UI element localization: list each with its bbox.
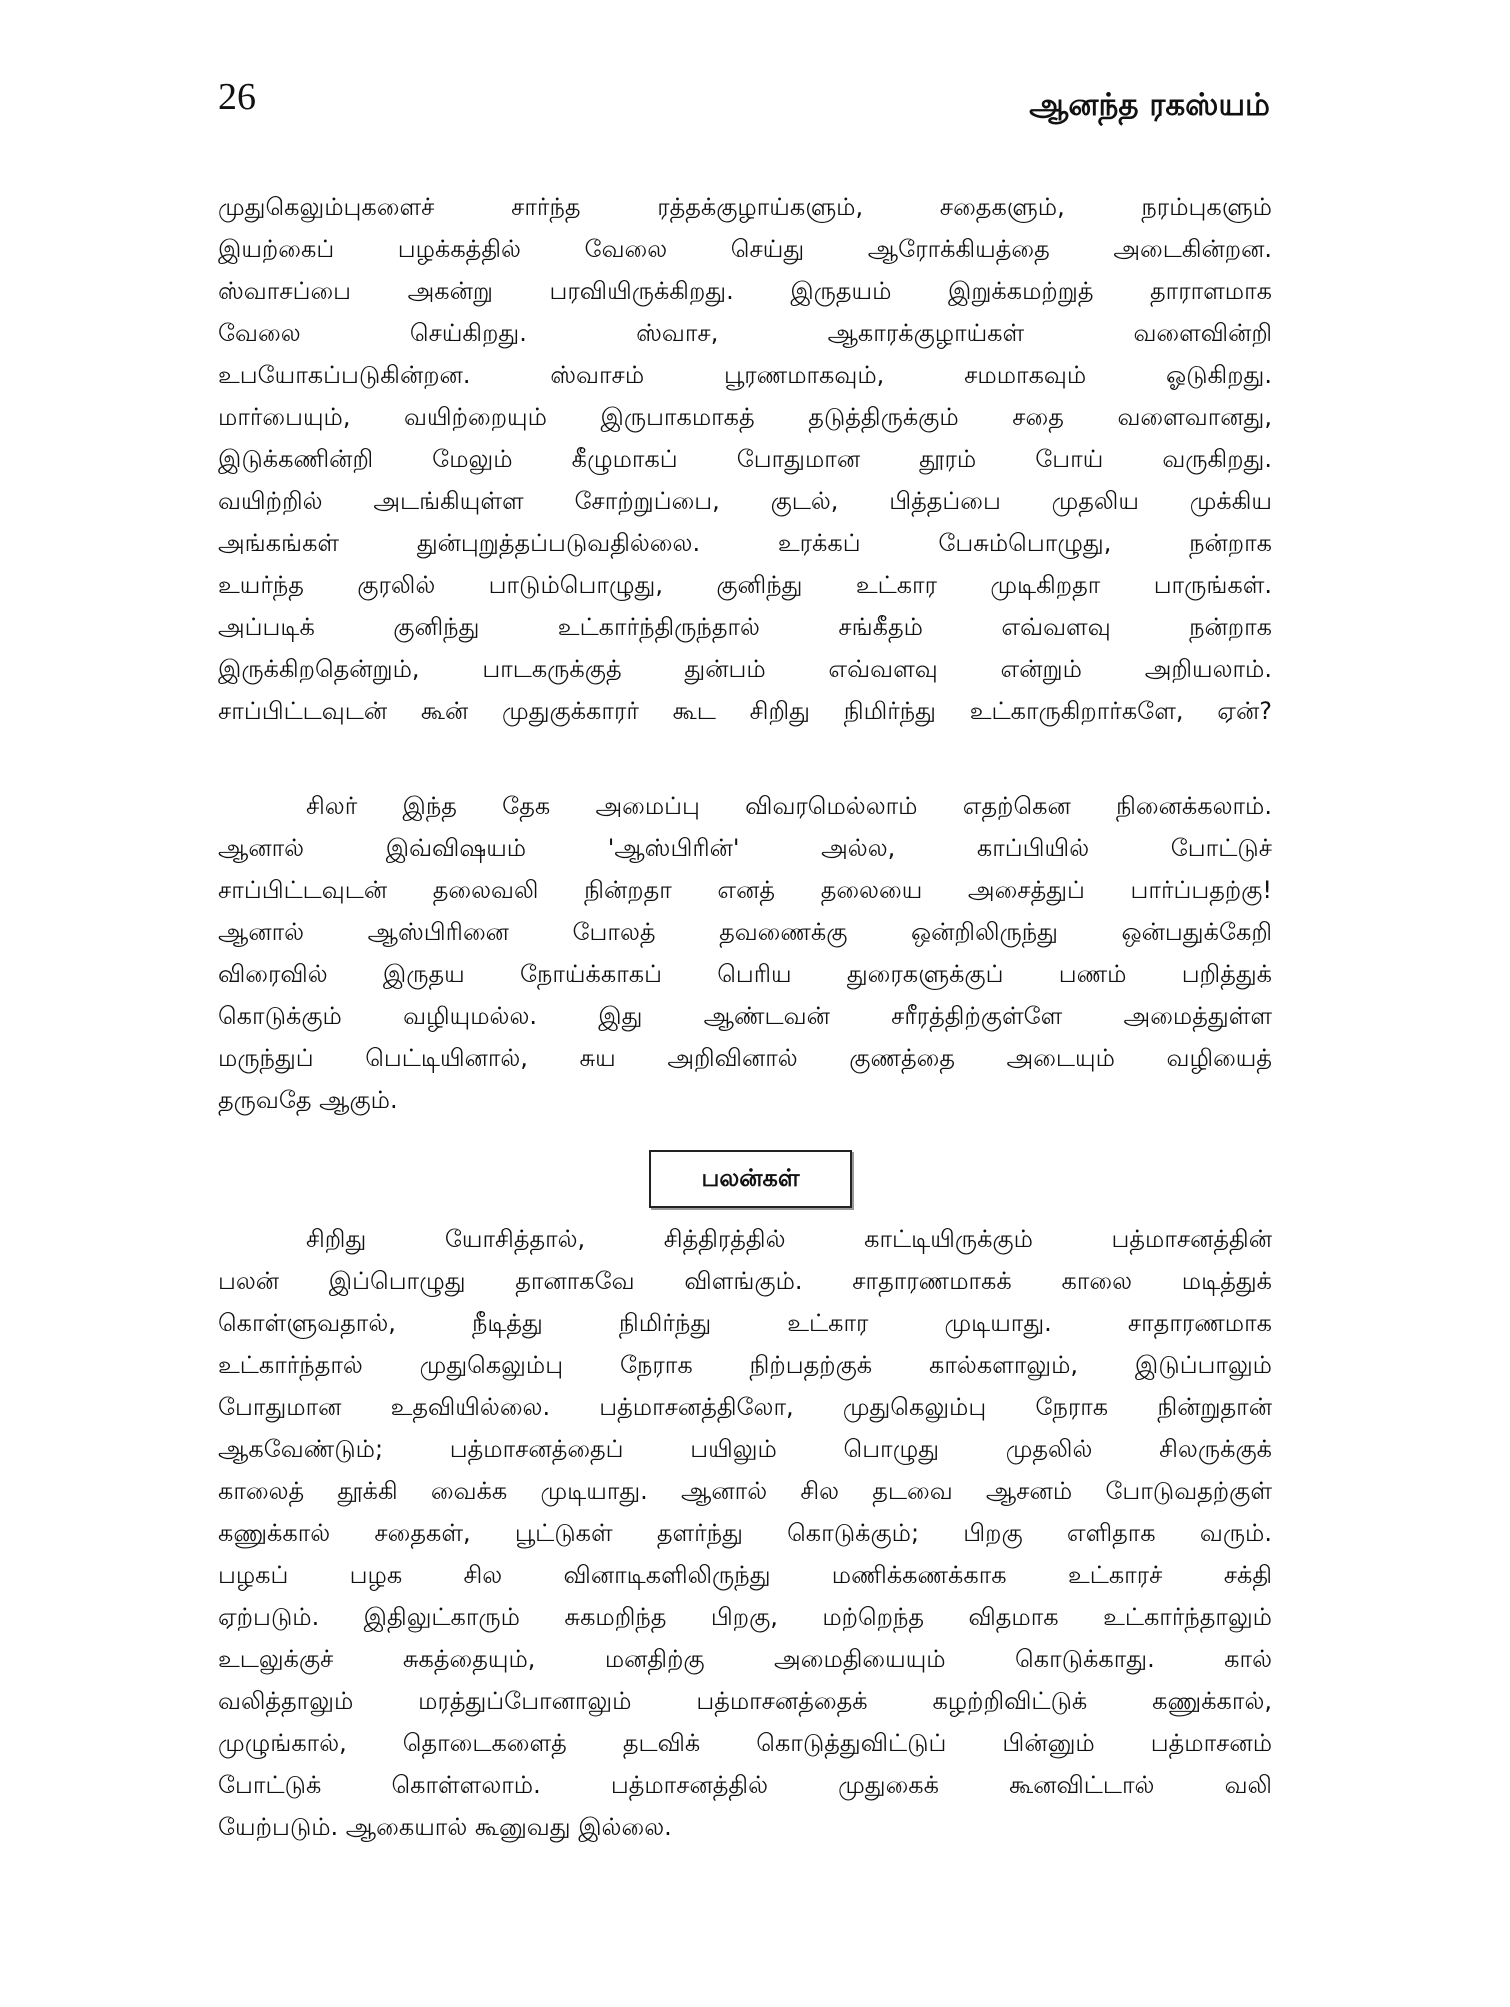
text-line: தருவதே ஆகும். xyxy=(218,1086,398,1114)
text-line: காலைத் தூக்கி வைக்க முடியாது. ஆனால் சில தடவை ஆசனம் போடுவதற்குள் xyxy=(218,1477,1272,1505)
text-line: அப்படிக் குனிந்து உட்கார்ந்திருந்தால் சங்கீதம் எவ்வளவு நன்றாக xyxy=(218,613,1272,641)
text-line: பலன் இப்பொழுது தானாகவே விளங்கும். சாதாரணமாகக் காலை மடித்துக் xyxy=(218,1267,1272,1295)
text-line: இயற்கைப் பழக்கத்தில் வேலை செய்து ஆரோக்கியத்தை அடைகின்றன. xyxy=(218,235,1272,263)
text-line: உபயோகப்படுகின்றன. ஸ்வாசம் பூரணமாகவும், சமமாகவும் ஓடுகிறது. xyxy=(218,361,1272,389)
text-line: வேலை செய்கிறது. ஸ்வாச, ஆகாரக்குழாய்கள் வளைவின்றி xyxy=(218,319,1272,347)
text-line: மருந்துப் பெட்டியினால், சுய அறிவினால் குணத்தை அடையும் வழியைத் xyxy=(218,1044,1272,1072)
text-line: சாப்பிட்டவுடன் தலைவலி நின்றதா எனத் தலையை அசைத்துப் பார்ப்பதற்கு! xyxy=(218,876,1272,904)
text-line: போதுமான உதவியில்லை. பத்மாசனத்திலோ, முதுகெலும்பு நேராக நின்றுதான் xyxy=(218,1393,1272,1421)
text-line: சிலர் இந்த தேக அமைப்பு விவரமெல்லாம் எதற்கென நினைக்கலாம். xyxy=(306,792,1272,820)
text-line: வலித்தாலும் மரத்துப்போனாலும் பத்மாசனத்தைக் கழற்றிவிட்டுக் கணுக்கால், xyxy=(218,1687,1272,1715)
paragraph-3 xyxy=(218,1218,1272,1848)
text-line: இடுக்கணின்றி மேலும் கீழுமாகப் போதுமான தூரம் போய் வருகிறது. xyxy=(218,445,1272,473)
text-line: முதுகெலும்புகளைச் சார்ந்த ரத்தக்குழாய்களும், சதைகளும், நரம்புகளும் xyxy=(218,193,1272,221)
text-line: கணுக்கால் சதைகள், பூட்டுகள் தளர்ந்து கொடுக்கும்; பிறகு எளிதாக வரும். xyxy=(218,1519,1272,1547)
section-heading: பலன்கள் xyxy=(649,1150,852,1208)
text-line: உயர்ந்த குரலில் பாடும்பொழுது, குனிந்து உட்கார முடிகிறதா பாருங்கள். xyxy=(218,571,1272,599)
text-line: மார்பையும், வயிற்றையும் இருபாகமாகத் தடுத்திருக்கும் சதை வளைவானது, xyxy=(218,403,1272,431)
page-number: 26 xyxy=(218,76,256,118)
text-line: யேற்படும். ஆகையால் கூனுவது இல்லை. xyxy=(218,1813,672,1841)
text-line: அங்கங்கள் துன்புறுத்தப்படுவதில்லை. உரக்கப் பேசும்பொழுது, நன்றாக xyxy=(218,529,1272,557)
text-line: விரைவில் இருதய நோய்க்காகப் பெரிய துரைகளுக்குப் பணம் பறித்துக் xyxy=(218,960,1272,988)
paragraph-1 xyxy=(218,186,1272,732)
text-line: போட்டுக் கொள்ளலாம். பத்மாசனத்தில் முதுகைக் கூனவிட்டால் வலி xyxy=(218,1771,1272,1799)
text-line: ஆகவேண்டும்; பத்மாசனத்தைப் பயிலும் பொழுது முதலில் சிலருக்குக் xyxy=(218,1435,1272,1463)
text-line: உட்கார்ந்தால் முதுகெலும்பு நேராக நிற்பதற்குக் கால்களாலும், இடுப்பாலும் xyxy=(218,1351,1272,1379)
text-line: இருக்கிறதென்றும், பாடகருக்குத் துன்பம் எவ்வளவு என்றும் அறியலாம். xyxy=(218,655,1272,683)
text-line: கொள்ளுவதால், நீடித்து நிமிர்ந்து உட்கார முடியாது. சாதாரணமாக xyxy=(218,1309,1272,1337)
text-line: முழுங்கால், தொடைகளைத் தடவிக் கொடுத்துவிட்டுப் பின்னும் பத்மாசனம் xyxy=(218,1729,1272,1757)
text-line: ஆனால் ஆஸ்பிரினை போலத் தவணைக்கு ஒன்றிலிருந்து ஒன்பதுக்கேறி xyxy=(218,918,1272,946)
text-line: ஆனால் இவ்விஷயம் 'ஆஸ்பிரின்' அல்ல, காப்பியில் போட்டுச் xyxy=(218,834,1272,862)
text-line: வயிற்றில் அடங்கியுள்ள சோற்றுப்பை, குடல், பித்தப்பை முதலிய முக்கிய xyxy=(218,487,1272,515)
text-line: சாப்பிட்டவுடன் கூன் முதுகுக்காரர் கூட சிறிது நிமிர்ந்து உட்காருகிறார்களே, ஏன்? xyxy=(218,697,1272,725)
text-line: ஏற்படும். இதிலுட்காரும் சுகமறிந்த பிறகு, மற்றெந்த விதமாக உட்கார்ந்தாலும் xyxy=(218,1603,1272,1631)
running-title: ஆனந்த ரகஸ்யம் xyxy=(1029,87,1270,123)
text-line: ஸ்வாசப்பை அகன்று பரவியிருக்கிறது. இருதயம் இறுக்கமற்றுத் தாராளமாக xyxy=(218,277,1272,305)
paragraph-2 xyxy=(218,785,1272,1121)
text-line: உடலுக்குச் சுகத்தையும், மனதிற்கு அமைதியையும் கொடுக்காது. கால் xyxy=(218,1645,1272,1673)
text-line: சிறிது யோசித்தால், சித்திரத்தில் காட்டியிருக்கும் பத்மாசனத்தின் xyxy=(306,1225,1272,1253)
text-line: பழகப் பழக சில வினாடிகளிலிருந்து மணிக்கணக்காக உட்காரச் சக்தி xyxy=(218,1561,1272,1589)
text-line: கொடுக்கும் வழியுமல்ல. இது ஆண்டவன் சரீரத்திற்குள்ளே அமைத்துள்ள xyxy=(218,1002,1272,1030)
